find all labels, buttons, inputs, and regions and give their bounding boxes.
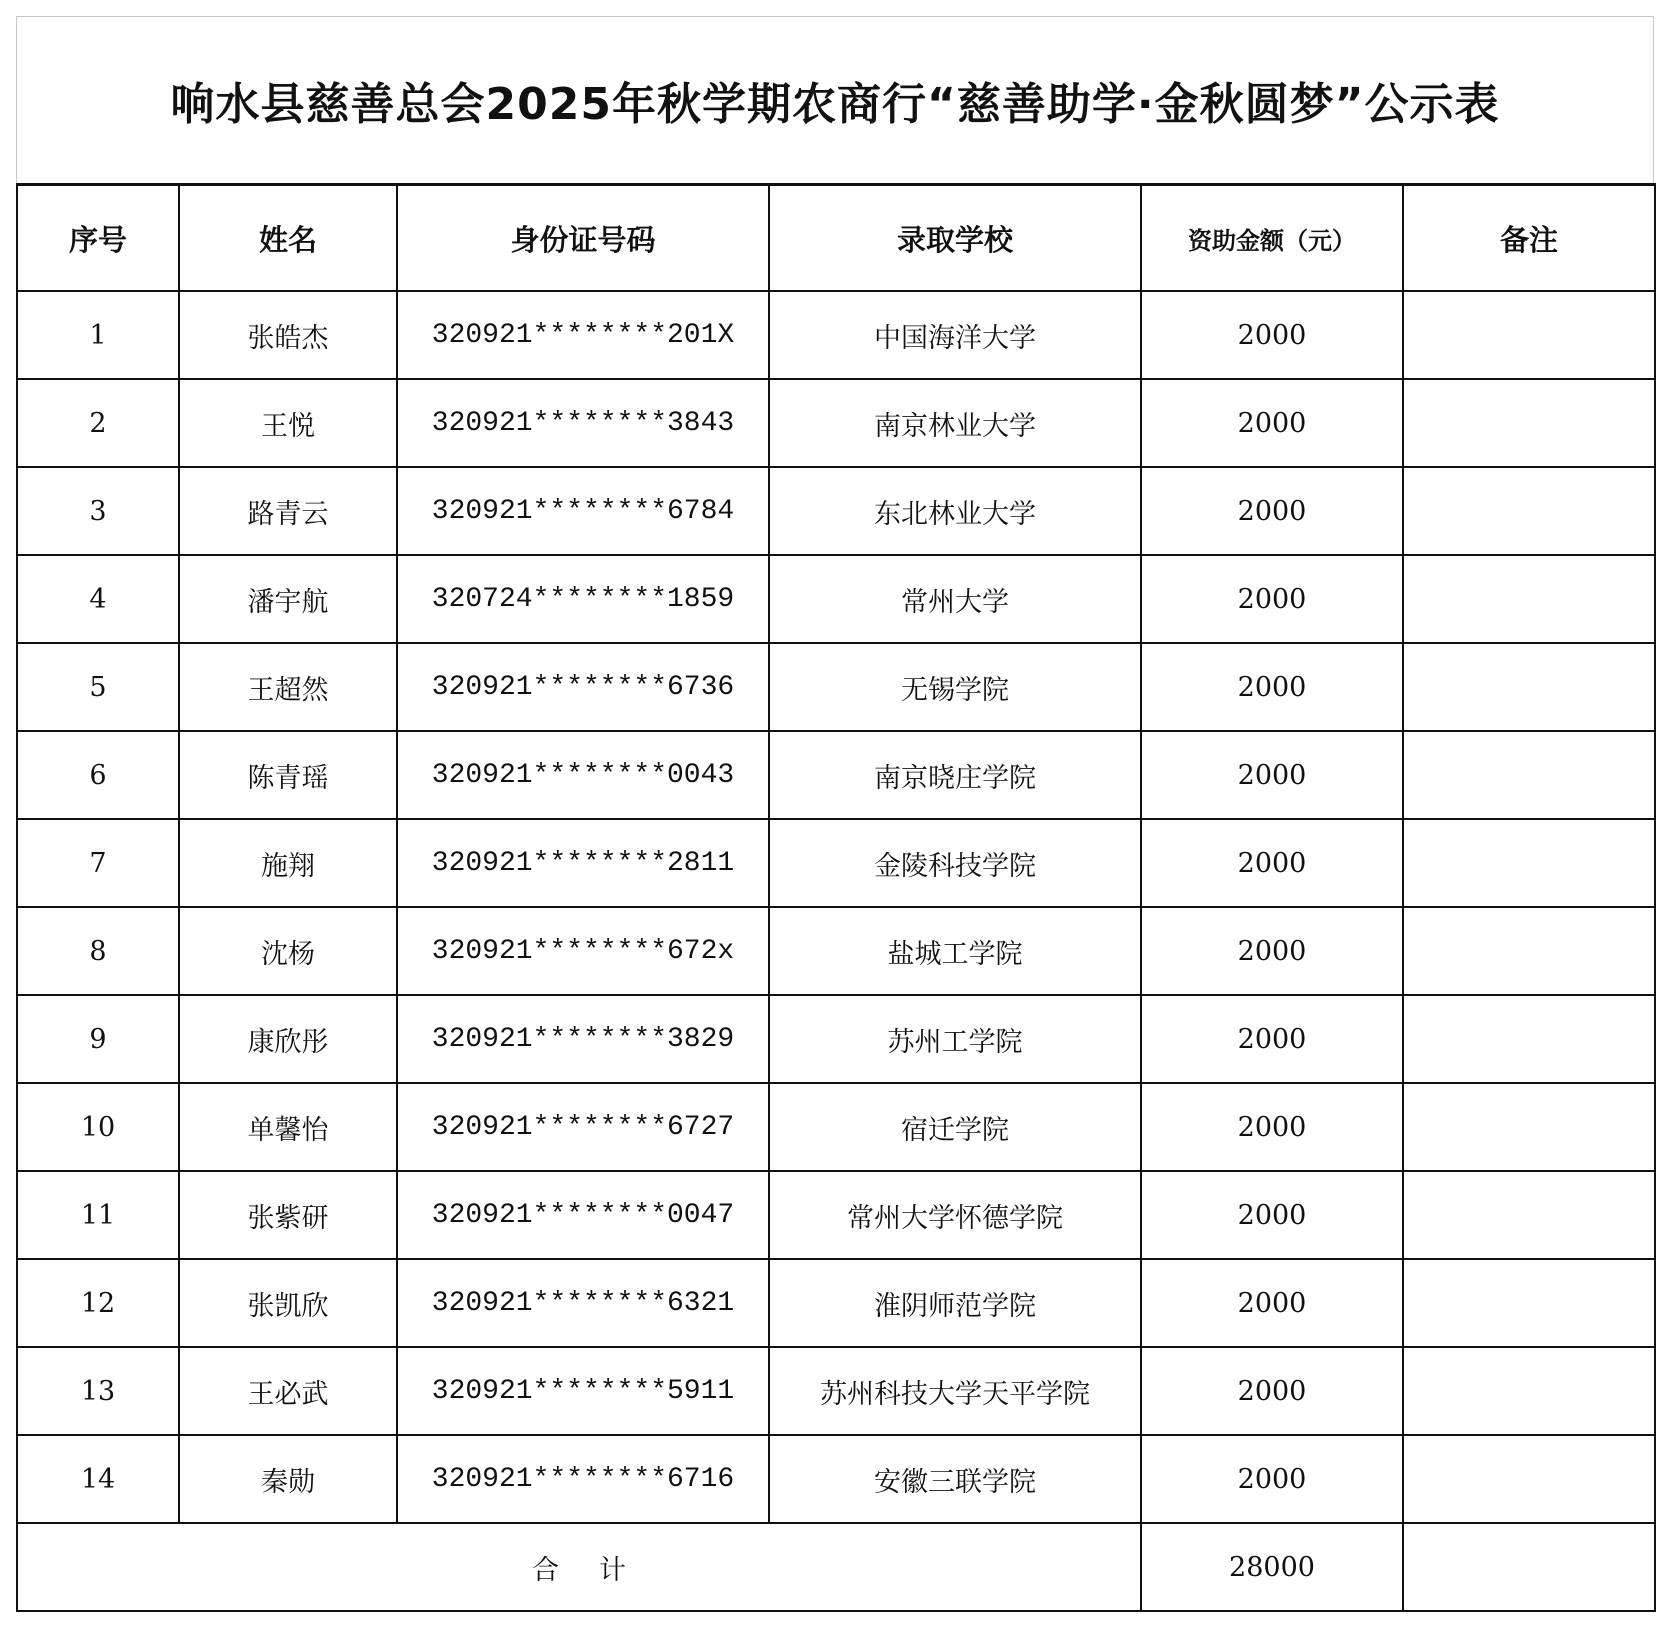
row-note — [1403, 819, 1655, 907]
row-amount: 2000 — [1141, 731, 1403, 819]
row-school: 常州大学怀德学院 — [769, 1171, 1141, 1259]
row-name: 王悦 — [179, 379, 397, 467]
row-name: 王必武 — [179, 1347, 397, 1435]
table-row — [17, 1347, 1655, 1435]
row-note — [1403, 379, 1655, 467]
row-id-number: 320921********2811 — [397, 819, 769, 907]
row-school: 淮阴师范学院 — [769, 1259, 1141, 1347]
row-amount: 2000 — [1141, 555, 1403, 643]
header-no: 序号 — [17, 185, 179, 292]
table-row — [17, 555, 1655, 643]
header-id: 身份证号码 — [397, 185, 769, 292]
row-no: 9 — [17, 995, 179, 1083]
row-amount: 2000 — [1141, 1435, 1403, 1523]
row-no: 5 — [17, 643, 179, 731]
header-row — [17, 185, 1655, 292]
row-id-number: 320921********6716 — [397, 1435, 769, 1523]
row-amount: 2000 — [1141, 819, 1403, 907]
row-name: 王超然 — [179, 643, 397, 731]
recipients-table — [16, 183, 1656, 1612]
total-amount: 28000 — [1141, 1523, 1403, 1611]
row-id-number: 320921********672x — [397, 907, 769, 995]
row-no: 10 — [17, 1083, 179, 1171]
row-note — [1403, 555, 1655, 643]
row-note — [1403, 1435, 1655, 1523]
row-amount: 2000 — [1141, 1347, 1403, 1435]
total-label: 合计 — [532, 1554, 666, 1586]
row-no: 11 — [17, 1171, 179, 1259]
row-amount: 2000 — [1141, 291, 1403, 379]
row-school: 南京林业大学 — [769, 379, 1141, 467]
row-name: 秦勋 — [179, 1435, 397, 1523]
table-row — [17, 1259, 1655, 1347]
table-row — [17, 291, 1655, 379]
row-no: 12 — [17, 1259, 179, 1347]
row-note — [1403, 1083, 1655, 1171]
table-row — [17, 379, 1655, 467]
row-id-number: 320921********0043 — [397, 731, 769, 819]
row-name: 张皓杰 — [179, 291, 397, 379]
table-row — [17, 907, 1655, 995]
row-id-number: 320921********3843 — [397, 379, 769, 467]
row-school: 盐城工学院 — [769, 907, 1141, 995]
row-name: 张凯欣 — [179, 1259, 397, 1347]
header-note: 备注 — [1403, 185, 1655, 292]
row-amount: 2000 — [1141, 1083, 1403, 1171]
row-name: 潘宇航 — [179, 555, 397, 643]
row-name: 施翔 — [179, 819, 397, 907]
title-box — [16, 16, 1654, 183]
table-row — [17, 467, 1655, 555]
page-title: 响水县慈善总会2025年秋学期农商行“慈善助学·金秋圆梦”公示表 — [170, 79, 1500, 130]
table-row — [17, 819, 1655, 907]
table-row — [17, 995, 1655, 1083]
row-no: 8 — [17, 907, 179, 995]
header-school: 录取学校 — [769, 185, 1141, 292]
row-school: 常州大学 — [769, 555, 1141, 643]
row-name: 陈青瑶 — [179, 731, 397, 819]
row-note — [1403, 291, 1655, 379]
row-id-number: 320921********5911 — [397, 1347, 769, 1435]
row-school: 东北林业大学 — [769, 467, 1141, 555]
row-no: 13 — [17, 1347, 179, 1435]
row-school: 南京晓庄学院 — [769, 731, 1141, 819]
row-no: 4 — [17, 555, 179, 643]
table-row — [17, 643, 1655, 731]
row-note — [1403, 467, 1655, 555]
row-name: 路青云 — [179, 467, 397, 555]
row-no: 2 — [17, 379, 179, 467]
row-school: 苏州工学院 — [769, 995, 1141, 1083]
header-amount: 资助金额（元） — [1141, 185, 1403, 292]
row-note — [1403, 907, 1655, 995]
row-id-number: 320921********0047 — [397, 1171, 769, 1259]
header-name: 姓名 — [179, 185, 397, 292]
row-id-number: 320921********6321 — [397, 1259, 769, 1347]
row-no: 7 — [17, 819, 179, 907]
row-amount: 2000 — [1141, 379, 1403, 467]
table-row — [17, 1083, 1655, 1171]
row-school: 中国海洋大学 — [769, 291, 1141, 379]
table-row — [17, 1435, 1655, 1523]
row-school: 苏州科技大学天平学院 — [769, 1347, 1141, 1435]
row-name: 单馨怡 — [179, 1083, 397, 1171]
row-school: 金陵科技学院 — [769, 819, 1141, 907]
row-id-number: 320921********6736 — [397, 643, 769, 731]
row-id-number: 320724********1859 — [397, 555, 769, 643]
row-note — [1403, 1259, 1655, 1347]
row-no: 6 — [17, 731, 179, 819]
row-school: 安徽三联学院 — [769, 1435, 1141, 1523]
row-amount: 2000 — [1141, 995, 1403, 1083]
total-note — [1403, 1523, 1655, 1611]
row-no: 14 — [17, 1435, 179, 1523]
row-amount: 2000 — [1141, 643, 1403, 731]
row-note — [1403, 1347, 1655, 1435]
row-amount: 2000 — [1141, 1171, 1403, 1259]
row-note — [1403, 995, 1655, 1083]
row-id-number: 320921********6727 — [397, 1083, 769, 1171]
row-no: 1 — [17, 291, 179, 379]
row-note — [1403, 643, 1655, 731]
row-amount: 2000 — [1141, 467, 1403, 555]
row-no: 3 — [17, 467, 179, 555]
row-note — [1403, 731, 1655, 819]
table-row — [17, 1171, 1655, 1259]
row-id-number: 320921********6784 — [397, 467, 769, 555]
row-school: 宿迁学院 — [769, 1083, 1141, 1171]
row-school: 无锡学院 — [769, 643, 1141, 731]
row-amount: 2000 — [1141, 907, 1403, 995]
row-id-number: 320921********201X — [397, 291, 769, 379]
row-name: 张紫研 — [179, 1171, 397, 1259]
row-id-number: 320921********3829 — [397, 995, 769, 1083]
row-name: 沈杨 — [179, 907, 397, 995]
table-row — [17, 731, 1655, 819]
row-name: 康欣彤 — [179, 995, 397, 1083]
row-note — [1403, 1171, 1655, 1259]
row-amount: 2000 — [1141, 1259, 1403, 1347]
total-row — [17, 1523, 1655, 1611]
